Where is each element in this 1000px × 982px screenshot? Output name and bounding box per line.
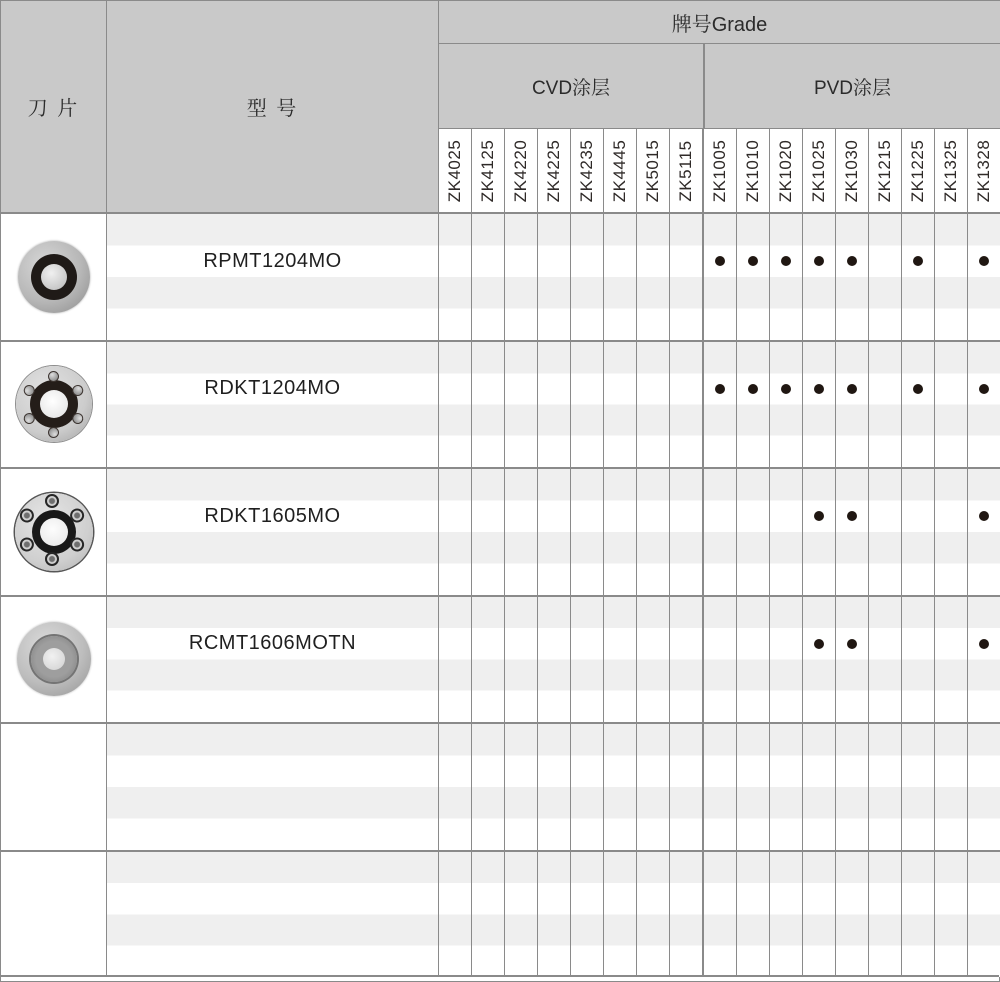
availability-dot [814, 384, 824, 394]
insert-center-hole [40, 518, 68, 546]
blade-image-cell [1, 597, 106, 723]
grade-cell [868, 469, 901, 595]
table-row [1, 850, 999, 978]
grade-cell [537, 597, 570, 723]
model-column-header: 型 号 [106, 1, 438, 212]
table-row [1, 340, 999, 468]
grade-column-header [702, 129, 736, 212]
grade-cell [967, 469, 1000, 595]
availability-dot [781, 384, 791, 394]
grade-cell [537, 342, 570, 468]
grade-column-header [669, 129, 702, 212]
grade-column-header [802, 129, 835, 212]
grade-column-header [439, 129, 471, 212]
model-cell [106, 214, 438, 340]
grade-cells [438, 214, 1000, 340]
grade-cell [603, 597, 636, 723]
grade-cell [471, 597, 504, 723]
grade-cell [736, 342, 769, 468]
model-label: RDKT1204MO [204, 377, 341, 400]
grade-cell [769, 342, 802, 468]
insert-center-hole [43, 648, 65, 670]
grade-cell [603, 214, 636, 340]
grade-column-header [570, 129, 603, 212]
model-cell [106, 852, 438, 978]
grade-cell [769, 214, 802, 340]
pvd-coating-header: PVD涂层 [703, 43, 1000, 128]
grade-cell [868, 342, 901, 468]
availability-dot [979, 639, 989, 649]
grade-label: ZK1325 [941, 139, 960, 202]
insert-dimple [45, 494, 59, 508]
grade-cell [439, 852, 471, 978]
grade-cells [438, 724, 1000, 850]
grade-label: ZK4220 [511, 139, 530, 202]
grade-cell [570, 214, 603, 340]
grade-cell [868, 597, 901, 723]
grade-cell [901, 342, 934, 468]
grade-cell [669, 469, 702, 595]
table-row [1, 595, 999, 723]
grade-cell [835, 597, 868, 723]
grade-label: ZK4125 [478, 139, 497, 202]
grade-cell [967, 852, 1000, 978]
insert-image [18, 241, 90, 313]
grade-cell [537, 214, 570, 340]
grade-column-header [537, 129, 570, 212]
insert-dimple [48, 371, 59, 382]
grade-cell [636, 469, 669, 595]
availability-dot [913, 384, 923, 394]
grade-cell [769, 724, 802, 850]
availability-dot [748, 384, 758, 394]
grade-cell [702, 597, 736, 723]
grade-cell [603, 852, 636, 978]
grade-column-headers [438, 128, 1000, 212]
grade-cell [471, 342, 504, 468]
insert-image [16, 366, 92, 442]
availability-dot [748, 256, 758, 266]
grade-cell [901, 597, 934, 723]
availability-dot [847, 256, 857, 266]
grade-cell [967, 342, 1000, 468]
grade-cell [702, 214, 736, 340]
availability-dot [814, 256, 824, 266]
grade-label: ZK4225 [544, 139, 563, 202]
grade-cell [537, 469, 570, 595]
grade-cell [471, 214, 504, 340]
grade-cell [769, 597, 802, 723]
grade-cell [537, 724, 570, 850]
grade-cell [439, 342, 471, 468]
blade-image-cell [1, 214, 106, 340]
grade-cell [835, 469, 868, 595]
grade-cell [736, 597, 769, 723]
grade-cell [504, 469, 537, 595]
grade-cell [504, 342, 537, 468]
blade-image-cell [1, 852, 106, 978]
grade-column-header [868, 129, 901, 212]
grade-cell [504, 724, 537, 850]
grade-cell [901, 214, 934, 340]
grade-cell [504, 852, 537, 978]
grade-cell [769, 469, 802, 595]
grade-cell [736, 724, 769, 850]
grade-label: ZK1005 [710, 139, 729, 202]
availability-dot [715, 256, 725, 266]
insert-dimple [45, 552, 59, 566]
availability-dot [814, 511, 824, 521]
grade-cells [438, 852, 1000, 978]
grade-cell [636, 342, 669, 468]
grade-cell [570, 724, 603, 850]
grade-cell [934, 852, 967, 978]
availability-dot [781, 256, 791, 266]
availability-dot [715, 384, 725, 394]
grade-cell [934, 469, 967, 595]
grade-column-header [769, 129, 802, 212]
grade-cell [439, 597, 471, 723]
grade-cell [769, 852, 802, 978]
grade-cell [471, 724, 504, 850]
grade-label: ZK1328 [974, 139, 993, 202]
model-cell [106, 469, 438, 595]
grade-cell [570, 597, 603, 723]
insert-image [15, 493, 93, 571]
grade-cell [901, 852, 934, 978]
grade-cell [603, 342, 636, 468]
grade-cell [802, 342, 835, 468]
insert-dimple [48, 427, 59, 438]
blade-column-header: 刀 片 [1, 1, 106, 212]
cvd-coating-header: CVD涂层 [438, 43, 703, 128]
grade-column-header [504, 129, 537, 212]
grade-cell [802, 597, 835, 723]
grade-cell [901, 469, 934, 595]
availability-dot [847, 384, 857, 394]
model-cell [106, 597, 438, 723]
availability-dot [847, 511, 857, 521]
model-label [107, 755, 438, 786]
availability-dot [913, 256, 923, 266]
grade-cell [471, 469, 504, 595]
grade-cell [636, 597, 669, 723]
grade-cell [504, 214, 537, 340]
grade-label: ZK5015 [643, 139, 662, 202]
grade-cell [669, 342, 702, 468]
grade-cell [439, 724, 471, 850]
grade-cell [669, 852, 702, 978]
grade-cell [439, 214, 471, 340]
grade-cell [570, 852, 603, 978]
insert-center-hole [40, 390, 68, 418]
model-cell [106, 342, 438, 468]
grade-cells [438, 469, 1000, 595]
grade-cell [702, 724, 736, 850]
grade-cell [934, 724, 967, 850]
availability-dot [979, 256, 989, 266]
insert-image [17, 622, 91, 696]
grade-cell [504, 597, 537, 723]
grade-cell [835, 214, 868, 340]
grade-label: ZK1020 [776, 139, 795, 202]
grade-cell [934, 342, 967, 468]
grade-column-header [901, 129, 934, 212]
grade-cell [967, 214, 1000, 340]
grade-cell [835, 342, 868, 468]
grade-cell [669, 724, 702, 850]
grade-column-header [736, 129, 769, 212]
grade-label: ZK5115 [676, 139, 695, 202]
grade-cell [636, 852, 669, 978]
blade-image-cell [1, 469, 106, 595]
grade-label: ZK1025 [809, 139, 828, 202]
grade-column-header [967, 129, 1000, 212]
grade-cells [438, 342, 1000, 468]
grade-cell [471, 852, 504, 978]
grade-cell [934, 214, 967, 340]
grade-column-header [603, 129, 636, 212]
grade-column-header [471, 129, 504, 212]
model-label: RDKT1605MO [204, 504, 341, 527]
grade-label: ZK4445 [610, 139, 629, 202]
model-cell [106, 724, 438, 850]
grade-cell [702, 342, 736, 468]
grade-column-header [636, 129, 669, 212]
grade-label: ZK1010 [743, 139, 762, 202]
blade-image-cell [1, 342, 106, 468]
grade-cell [736, 469, 769, 595]
grade-group-header: 牌号Grade [438, 1, 1000, 43]
grade-label: ZK1215 [875, 139, 894, 202]
grade-cell [835, 724, 868, 850]
grade-cell [835, 852, 868, 978]
grade-cell [439, 469, 471, 595]
grade-cell [570, 469, 603, 595]
model-label: RCMT1606MOTN [188, 632, 357, 655]
model-label [107, 883, 438, 914]
grade-cell [603, 469, 636, 595]
grade-cell [603, 724, 636, 850]
grade-cell [868, 852, 901, 978]
grade-cell [636, 214, 669, 340]
grade-label: ZK1225 [908, 139, 927, 202]
grade-cell [802, 852, 835, 978]
grade-cell [934, 597, 967, 723]
grade-cell [868, 214, 901, 340]
insert-center-hole [41, 264, 67, 290]
grade-column-header [835, 129, 868, 212]
grade-cell [736, 852, 769, 978]
grade-cell [570, 342, 603, 468]
grade-column-header [934, 129, 967, 212]
grade-cell [669, 597, 702, 723]
grade-cells [438, 597, 1000, 723]
grade-cell [736, 214, 769, 340]
grade-label: ZK1030 [842, 139, 861, 202]
grade-cell [802, 724, 835, 850]
table-bottom-border [1, 975, 999, 977]
grade-cell [802, 214, 835, 340]
grade-cell [669, 214, 702, 340]
grade-cell [967, 597, 1000, 723]
table-row [1, 212, 999, 340]
availability-dot [847, 639, 857, 649]
table-row [1, 467, 999, 595]
grade-cell [868, 724, 901, 850]
grade-cell [702, 469, 736, 595]
availability-dot [979, 511, 989, 521]
grade-cell [702, 852, 736, 978]
table-row [1, 722, 999, 850]
grade-label: ZK4235 [577, 139, 596, 202]
availability-dot [979, 384, 989, 394]
blade-image-cell [1, 724, 106, 850]
grade-cell [802, 469, 835, 595]
grade-cell [537, 852, 570, 978]
model-label: RPMT1204MO [203, 249, 342, 272]
grade-label: ZK4025 [445, 139, 464, 202]
grade-cell [636, 724, 669, 850]
grade-cell [901, 724, 934, 850]
availability-dot [814, 639, 824, 649]
grade-cell [967, 724, 1000, 850]
